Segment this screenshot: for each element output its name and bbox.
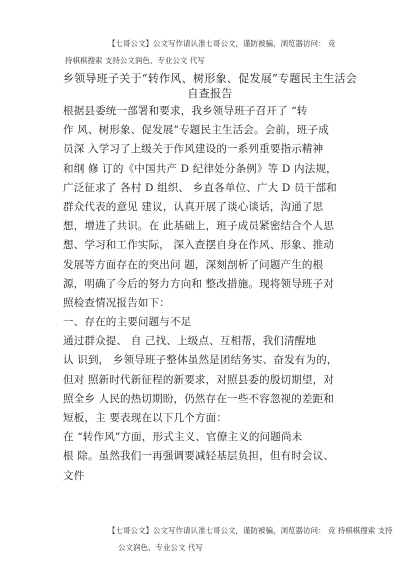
body-line: 但对 照新时代新征程的新要求，对照县委的殷切期望，对 <box>63 373 335 386</box>
watermark-header-line-1: 【七哥公文】公文写作请认准七哥公文，谨防被骗，浏览器访问： 竞 <box>108 39 336 48</box>
body-line: 群众代表的意见 建议，认真开展了谈心谈话，沟通了思 <box>63 200 324 213</box>
body-line: 通过群众提、 自 己找、上级点、互相帮，我们清醒地 <box>63 335 317 348</box>
body-line: 照全乡 人民的热切期盼，仍然存在一些不容忽视的差距和 <box>63 392 335 405</box>
document-subtitle: 自查报告 <box>187 87 233 100</box>
body-line: 认 识到， 乡领导班子整体虽然是团结务实、奋发有为的， <box>63 354 338 367</box>
body-line: 根 除。虽然我们一再强调要减轻基层负担，但有时会议、 <box>63 450 335 463</box>
body-line: 照检查情况报告如下： <box>63 296 170 309</box>
body-line: 和纲 修 订的《中国共产 D 纪律处分条例》等 D 内法规， <box>63 162 337 175</box>
section-heading: 一、存在的主要问题与不足 <box>63 316 192 329</box>
body-line: 广泛征求了 各村 D 组织、 乡直各单位、广大 D 员干部和 <box>63 181 337 194</box>
watermark-footer-line-2: 公文润色、专业公文 代写 <box>118 543 203 552</box>
body-line: 员深 入学习了上级关于作风建设的一系列重要指示精神 <box>63 143 324 156</box>
body-line: 短板，主 要表现在以下几个方面： <box>63 412 228 424</box>
body-line: 文件 <box>63 469 85 482</box>
body-line: 在 “转作风”方面，形式主义、官僚主义的问题尚未 <box>63 431 303 444</box>
body-line: 根据县委统一部署和要求，我乡领导班子召开了 “转 <box>63 105 308 117</box>
document-title: 乡领导班子关于“转作风、树形象、促发展”专题民主生活会 <box>62 72 358 85</box>
body-line: 想、学习和工作实际， 深入查摆自身在作风、形象、推动 <box>63 239 335 252</box>
body-line: 源，明确了今后的努力方向和 整改措施。现将领导班子对 <box>63 277 335 290</box>
body-line: 想，增进了共识。在 此基础上，班子成员紧密结合个人思 <box>63 220 335 233</box>
body-line: 作 风、树形象、促发展”专题民主生活会。会前，班子成 <box>63 124 329 137</box>
watermark-footer-line-1: 【七哥公文】公文写作请认准七哥公文，谨防被骗，浏览器访问： 竞 持棋棋搜索 支持 <box>108 526 393 535</box>
document-body <box>63 102 363 486</box>
watermark-header-line-2: 持棋棋搜索 支持公文润色、专业公文 代写 <box>65 56 205 65</box>
body-line: 发展等方面存在的突出问 题，深刻剖析了问题产生的根 <box>63 258 324 271</box>
